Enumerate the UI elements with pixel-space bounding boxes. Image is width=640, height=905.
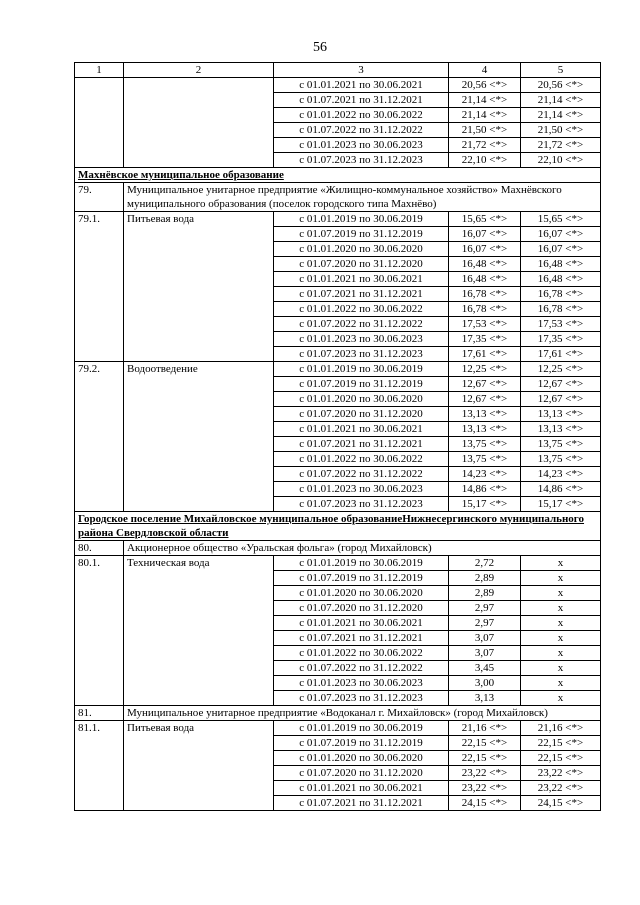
tariff-vat-cell: 23,22 <*> <box>521 766 601 781</box>
tariff-vat-cell: 21,72 <*> <box>521 138 601 153</box>
tariff-cell: 21,14 <*> <box>449 108 521 123</box>
tariff-vat-cell: 16,78 <*> <box>521 287 601 302</box>
tariff-vat-cell: 21,14 <*> <box>521 93 601 108</box>
period-cell: с 01.01.2019 по 30.06.2019 <box>274 362 449 377</box>
tariff-cell: 2,72 <box>449 556 521 571</box>
period-cell: с 01.01.2022 по 30.06.2022 <box>274 452 449 467</box>
tariff-vat-cell: x <box>521 571 601 586</box>
service-name <box>124 78 274 168</box>
item-number: 81.1. <box>75 721 124 811</box>
tariff-cell: 3,07 <box>449 631 521 646</box>
tariff-cell: 16,78 <*> <box>449 287 521 302</box>
table-row <box>75 721 601 736</box>
service-name: Водоотведение <box>124 362 274 512</box>
header-col-5: 5 <box>521 63 601 78</box>
period-cell: с 01.01.2021 по 30.06.2021 <box>274 616 449 631</box>
service-name: Питьевая вода <box>124 721 274 811</box>
period-cell: с 01.01.2023 по 30.06.2023 <box>274 332 449 347</box>
header-row <box>75 63 601 78</box>
period-cell: с 01.01.2021 по 30.06.2021 <box>274 781 449 796</box>
tariff-vat-cell: 17,35 <*> <box>521 332 601 347</box>
period-cell: с 01.07.2020 по 31.12.2020 <box>274 257 449 272</box>
table-row <box>75 362 601 377</box>
tariff-vat-cell: x <box>521 646 601 661</box>
tariff-vat-cell: 22,15 <*> <box>521 751 601 766</box>
tariff-vat-cell: 17,61 <*> <box>521 347 601 362</box>
period-cell: с 01.07.2022 по 31.12.2022 <box>274 661 449 676</box>
header-col-3: 3 <box>274 63 449 78</box>
tariff-vat-cell: 24,15 <*> <box>521 796 601 811</box>
tariff-cell: 21,50 <*> <box>449 123 521 138</box>
tariff-vat-cell: x <box>521 661 601 676</box>
tariff-cell: 3,07 <box>449 646 521 661</box>
org-number: 80. <box>75 541 124 556</box>
period-cell: с 01.01.2023 по 30.06.2023 <box>274 482 449 497</box>
organization-row <box>75 541 601 556</box>
tariff-vat-cell: x <box>521 676 601 691</box>
tariff-vat-cell: 17,53 <*> <box>521 317 601 332</box>
period-cell: с 01.07.2020 по 31.12.2020 <box>274 601 449 616</box>
tariff-vat-cell: 16,48 <*> <box>521 272 601 287</box>
tariff-cell: 2,89 <box>449 586 521 601</box>
period-cell: с 01.01.2022 по 30.06.2022 <box>274 108 449 123</box>
period-cell: с 01.01.2023 по 30.06.2023 <box>274 138 449 153</box>
tariff-vat-cell: 21,14 <*> <box>521 108 601 123</box>
header-col-4: 4 <box>449 63 521 78</box>
tariff-vat-cell: 13,75 <*> <box>521 437 601 452</box>
period-cell: с 01.07.2022 по 31.12.2022 <box>274 317 449 332</box>
tariff-cell: 12,67 <*> <box>449 392 521 407</box>
tariff-cell: 13,75 <*> <box>449 437 521 452</box>
tariff-cell: 15,17 <*> <box>449 497 521 512</box>
period-cell: с 01.07.2019 по 31.12.2019 <box>274 377 449 392</box>
service-name: Питьевая вода <box>124 212 274 362</box>
tariff-cell: 13,13 <*> <box>449 422 521 437</box>
tariff-vat-cell: 12,67 <*> <box>521 392 601 407</box>
period-cell: с 01.07.2023 по 31.12.2023 <box>274 497 449 512</box>
tariff-vat-cell: x <box>521 586 601 601</box>
period-cell: с 01.01.2021 по 30.06.2021 <box>274 78 449 93</box>
tariff-vat-cell: 16,78 <*> <box>521 302 601 317</box>
tariff-cell: 21,72 <*> <box>449 138 521 153</box>
tariff-vat-cell: 16,07 <*> <box>521 227 601 242</box>
tariff-vat-cell: 14,86 <*> <box>521 482 601 497</box>
tariff-cell: 3,13 <box>449 691 521 706</box>
tariff-cell: 22,10 <*> <box>449 153 521 168</box>
period-cell: с 01.01.2021 по 30.06.2021 <box>274 272 449 287</box>
period-cell: с 01.01.2019 по 30.06.2019 <box>274 721 449 736</box>
tariff-cell: 16,07 <*> <box>449 242 521 257</box>
period-cell: с 01.07.2021 по 31.12.2021 <box>274 437 449 452</box>
tariff-vat-cell: x <box>521 631 601 646</box>
tariff-cell: 3,00 <box>449 676 521 691</box>
period-cell: с 01.07.2020 по 31.12.2020 <box>274 407 449 422</box>
tariff-vat-cell: 14,23 <*> <box>521 467 601 482</box>
period-cell: с 01.01.2020 по 30.06.2020 <box>274 242 449 257</box>
page-number: 56 <box>313 40 327 55</box>
tariff-cell: 2,97 <box>449 616 521 631</box>
section-row <box>75 512 601 541</box>
tariff-vat-cell: x <box>521 601 601 616</box>
header-col-1: 1 <box>75 63 124 78</box>
period-cell: с 01.07.2023 по 31.12.2023 <box>274 347 449 362</box>
tariff-vat-cell: 20,56 <*> <box>521 78 601 93</box>
tariff-vat-cell: 22,10 <*> <box>521 153 601 168</box>
org-name: Муниципальное унитарное предприятие «Водоканал г. Михайловск» (город Михайловск) <box>124 706 601 721</box>
section-title: Махнёвское муниципальное образование <box>75 168 601 183</box>
tariff-cell: 22,15 <*> <box>449 751 521 766</box>
tariff-cell: 21,16 <*> <box>449 721 521 736</box>
period-cell: с 01.01.2022 по 30.06.2022 <box>274 302 449 317</box>
tariff-cell: 22,15 <*> <box>449 736 521 751</box>
org-number: 81. <box>75 706 124 721</box>
tariff-vat-cell: 12,25 <*> <box>521 362 601 377</box>
tariff-vat-cell: 12,67 <*> <box>521 377 601 392</box>
tariff-cell: 13,13 <*> <box>449 407 521 422</box>
section-title: Городское поселение Михайловское муниципальное образованиеНижнесергинского муниципального района Свердловской области <box>75 512 601 541</box>
period-cell: с 01.07.2019 по 31.12.2019 <box>274 227 449 242</box>
header-col-2: 2 <box>124 63 274 78</box>
tariff-cell: 12,25 <*> <box>449 362 521 377</box>
tariff-vat-cell: 21,16 <*> <box>521 721 601 736</box>
tariff-cell: 17,61 <*> <box>449 347 521 362</box>
tariff-cell: 14,86 <*> <box>449 482 521 497</box>
period-cell: с 01.01.2021 по 30.06.2021 <box>274 422 449 437</box>
section-row <box>75 168 601 183</box>
period-cell: с 01.01.2022 по 30.06.2022 <box>274 646 449 661</box>
tariff-cell: 13,75 <*> <box>449 452 521 467</box>
period-cell: с 01.07.2020 по 31.12.2020 <box>274 766 449 781</box>
tariff-vat-cell: x <box>521 616 601 631</box>
tariff-vat-cell: 13,75 <*> <box>521 452 601 467</box>
period-cell: с 01.01.2020 по 30.06.2020 <box>274 392 449 407</box>
tariff-cell: 12,67 <*> <box>449 377 521 392</box>
organization-row <box>75 706 601 721</box>
tariff-cell: 23,22 <*> <box>449 766 521 781</box>
table-row <box>75 212 601 227</box>
table-row <box>75 556 601 571</box>
org-number: 79. <box>75 183 124 212</box>
tariff-cell: 16,78 <*> <box>449 302 521 317</box>
tariff-vat-cell: x <box>521 556 601 571</box>
tariff-cell: 16,48 <*> <box>449 272 521 287</box>
tariff-vat-cell: 13,13 <*> <box>521 407 601 422</box>
tariff-cell: 2,89 <box>449 571 521 586</box>
period-cell: с 01.07.2019 по 31.12.2019 <box>274 736 449 751</box>
org-name: Муниципальное унитарное предприятие «Жилищно-коммунальное хозяйство» Махнёвского муниципального образования (поселок городского типа Махнёво) <box>124 183 601 212</box>
organization-row <box>75 183 601 212</box>
tariff-vat-cell: 16,48 <*> <box>521 257 601 272</box>
tariff-cell: 20,56 <*> <box>449 78 521 93</box>
tariff-vat-cell: x <box>521 691 601 706</box>
tariff-cell: 24,15 <*> <box>449 796 521 811</box>
tariff-vat-cell: 16,07 <*> <box>521 242 601 257</box>
period-cell: с 01.01.2023 по 30.06.2023 <box>274 676 449 691</box>
table-row <box>75 78 601 93</box>
period-cell: с 01.01.2019 по 30.06.2019 <box>274 556 449 571</box>
service-name: Техническая вода <box>124 556 274 706</box>
period-cell: с 01.07.2021 по 31.12.2021 <box>274 93 449 108</box>
period-cell: с 01.07.2019 по 31.12.2019 <box>274 571 449 586</box>
tariff-vat-cell: 22,15 <*> <box>521 736 601 751</box>
item-number: 79.2. <box>75 362 124 512</box>
period-cell: с 01.07.2022 по 31.12.2022 <box>274 123 449 138</box>
period-cell: с 01.07.2021 по 31.12.2021 <box>274 631 449 646</box>
tariff-table <box>74 62 601 811</box>
tariff-cell: 2,97 <box>449 601 521 616</box>
period-cell: с 01.07.2023 по 31.12.2023 <box>274 153 449 168</box>
tariff-vat-cell: 21,50 <*> <box>521 123 601 138</box>
period-cell: с 01.07.2023 по 31.12.2023 <box>274 691 449 706</box>
item-number: 80.1. <box>75 556 124 706</box>
period-cell: с 01.07.2021 по 31.12.2021 <box>274 287 449 302</box>
item-number <box>75 78 124 168</box>
tariff-vat-cell: 15,17 <*> <box>521 497 601 512</box>
tariff-vat-cell: 15,65 <*> <box>521 212 601 227</box>
tariff-vat-cell: 23,22 <*> <box>521 781 601 796</box>
tariff-cell: 23,22 <*> <box>449 781 521 796</box>
period-cell: с 01.01.2019 по 30.06.2019 <box>274 212 449 227</box>
tariff-cell: 16,07 <*> <box>449 227 521 242</box>
tariff-cell: 17,53 <*> <box>449 317 521 332</box>
period-cell: с 01.01.2020 по 30.06.2020 <box>274 751 449 766</box>
tariff-cell: 16,48 <*> <box>449 257 521 272</box>
table-body <box>75 78 601 811</box>
period-cell: с 01.07.2021 по 31.12.2021 <box>274 796 449 811</box>
period-cell: с 01.07.2022 по 31.12.2022 <box>274 467 449 482</box>
tariff-vat-cell: 13,13 <*> <box>521 422 601 437</box>
tariff-cell: 21,14 <*> <box>449 93 521 108</box>
tariff-cell: 15,65 <*> <box>449 212 521 227</box>
tariff-cell: 17,35 <*> <box>449 332 521 347</box>
item-number: 79.1. <box>75 212 124 362</box>
org-name: Акционерное общество «Уральская фольга» (город Михайловск) <box>124 541 601 556</box>
tariff-cell: 3,45 <box>449 661 521 676</box>
period-cell: с 01.01.2020 по 30.06.2020 <box>274 586 449 601</box>
tariff-cell: 14,23 <*> <box>449 467 521 482</box>
